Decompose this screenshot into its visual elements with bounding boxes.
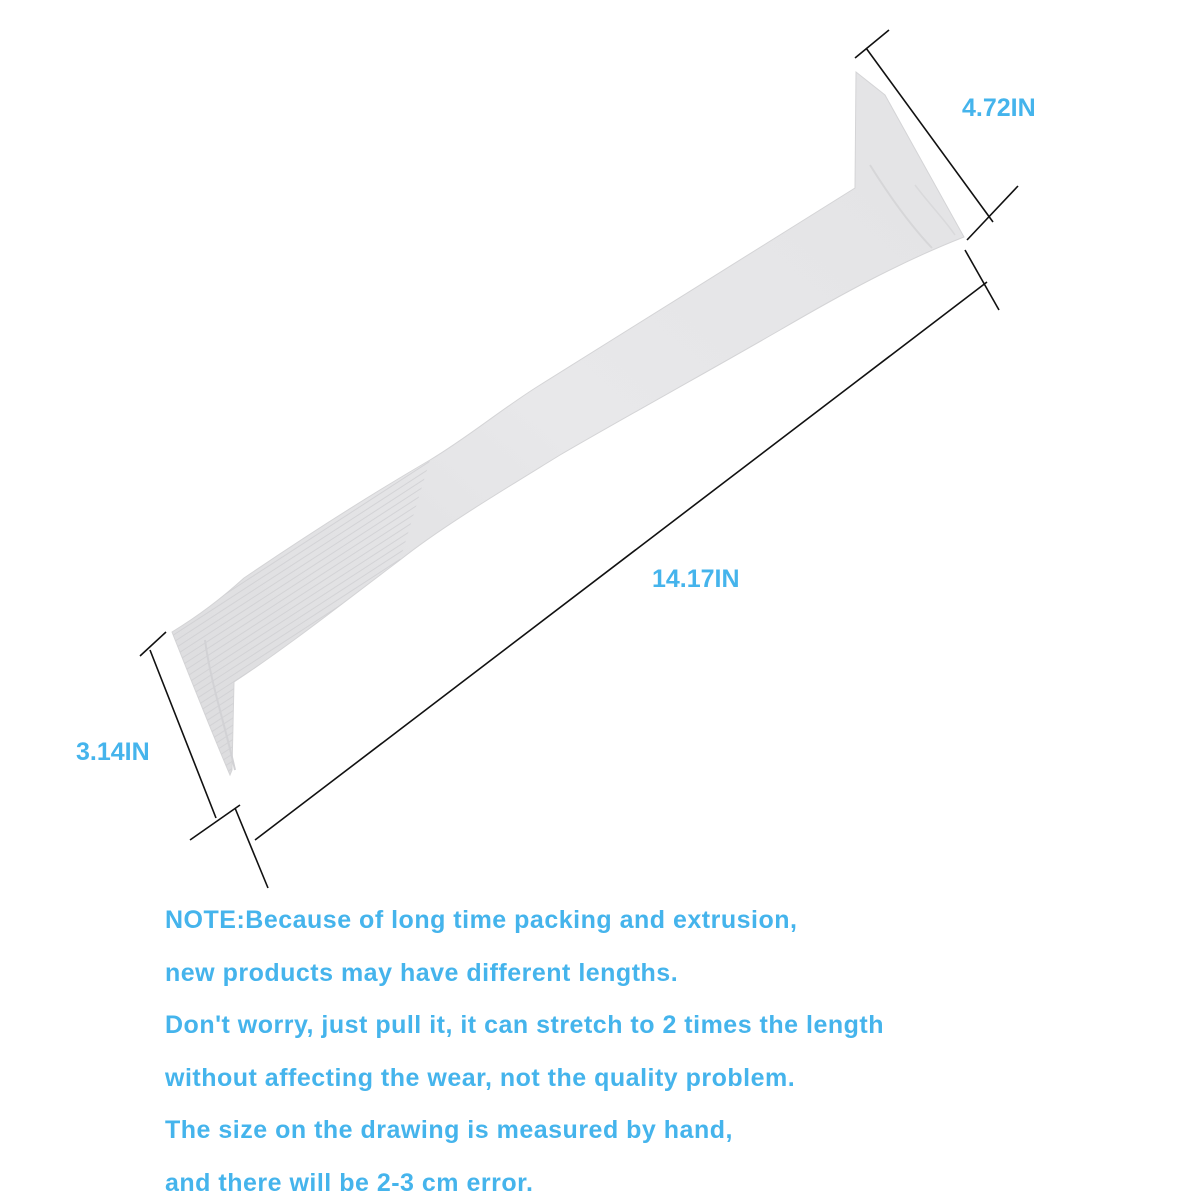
note-line: NOTE:Because of long time packing and extrusion, (165, 906, 798, 934)
note-line: Don't worry, just pull it, it can stretch to 2 times the length (165, 1011, 884, 1039)
top-width-label: 4.72IN (962, 94, 1036, 122)
bottom-width-label: 3.14IN (76, 738, 150, 766)
note-line: and there will be 2-3 cm error. (165, 1168, 534, 1197)
note-line: without affecting the wear, not the quality problem. (165, 1063, 796, 1092)
sleeve-wrist-rib (172, 460, 430, 775)
note-line: new products may have different lengths. (165, 958, 679, 987)
length-label: 14.17IN (652, 565, 740, 593)
size-note (165, 900, 1165, 1200)
arm-sleeve-shape (172, 72, 964, 775)
note-line: The size on the drawing is measured by hand, (165, 1116, 733, 1144)
